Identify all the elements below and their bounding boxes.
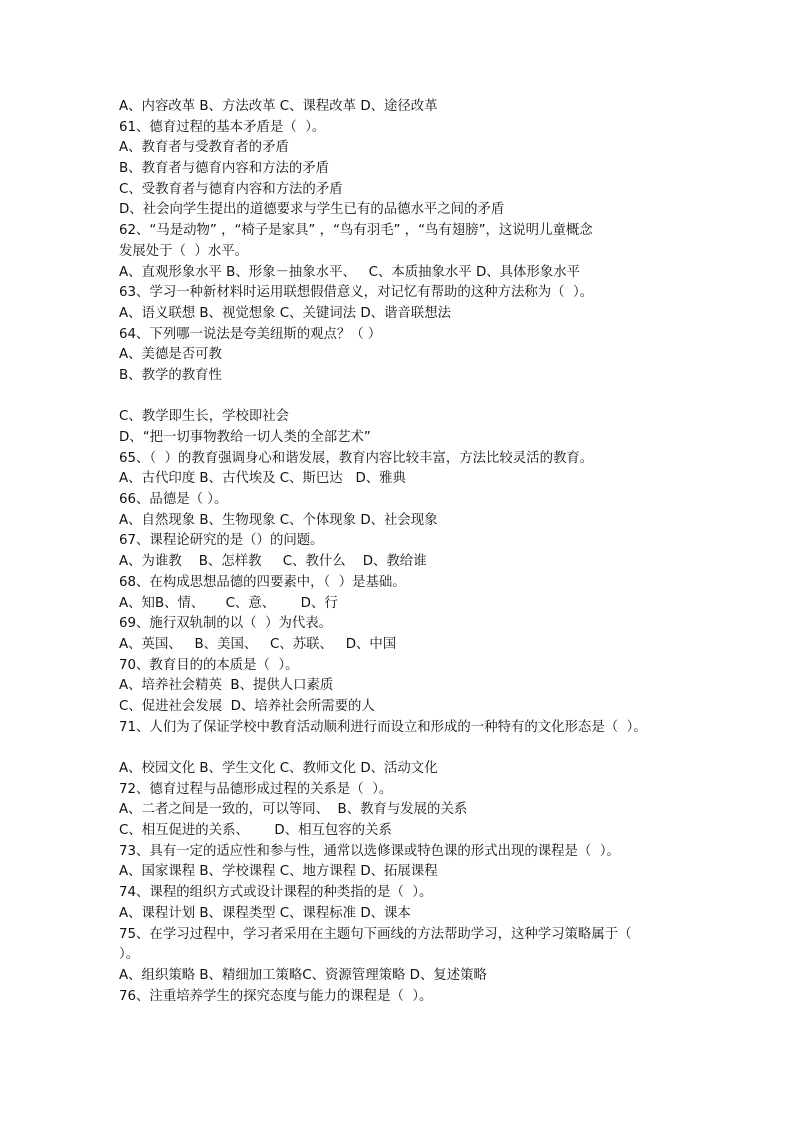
option-line: A、教育者与受教育者的矛盾 [119,140,289,156]
question-69: 69、施行双轨制的以（ ）为代表。 [119,616,333,632]
blank-line [119,738,679,759]
text-line: A、内容改革 B、方法改革 C、课程改革 D、途径改革 [119,99,438,114]
option-line: A、国家课程 B、学校课程 C、地方课程 D、拓展课程 [119,864,438,880]
option-line: A、古代印度 B、古代埃及 C、斯巴达 D、雅典 [119,471,406,487]
question-62: 62、“马是动物” ，“椅子是家具” ，“鸟有羽毛” ，“鸟有翅膀”，这说明儿童概念 [119,223,593,239]
question-71: 71、人们为了保证学校中教育活动顺利进行而设立和形成的一种特有的文化形态是（ ）。 [119,719,647,735]
option-line: A、组织策略 B、精细加工策略C、资源管理策略 D、复述策略 [119,967,487,983]
blank-line [119,387,679,408]
question-76: 76、注重培养学生的探究态度与能力的课程是（ ）。 [119,988,433,1004]
option-line: B、教育者与德育内容和方法的矛盾 [119,161,330,177]
question-67: 67、课程论研究的是（）的问题。 [119,533,324,549]
question-64: 64、下列哪一说法是夸美纽斯的观点？（ ） [119,326,382,342]
question-65: 65、（ ）的教育强调身心和谐发展，教育内容比较丰富，方法比较灵活的教育。 [119,450,594,466]
option-line: A、培养社会精英 B、提供人口素质 [119,678,334,694]
option-line: A、校园文化 B、学生文化 C、教师文化 D、活动文化 [119,761,438,776]
document-body [119,97,679,1007]
question-63: 63、学习一种新材料时运用联想假借意义，对记忆有帮助的这种方法称为（ ）。 [119,285,594,301]
option-line: A、二者之间是一致的，可以等同、 B、教育与发展的关系 [119,802,468,818]
option-line: C、相互促进的关系、 D、相互包容的关系 [119,823,392,839]
option-line: C、教学即生长，学校即社会 [119,409,290,425]
option-line: C、促进社会发展 D、培养社会所需要的人 [119,698,375,714]
option-line: D、“把一切事物教给一切人类的全部艺术” [119,430,371,445]
option-line: A、为谁教 B、怎样教 C、教什么 D、教给谁 [119,554,427,570]
question-74: 74、课程的组织方式或设计课程的种类指的是（ ）。 [119,885,433,901]
question-75: 75、在学习过程中，学习者采用在主题句下画线的方法帮助学习，这种学习策略属于（ [119,926,632,942]
option-line: A、直观形象水平 B、形象－抽象水平、 C、本质抽象水平 D、具体形象水平 [119,264,581,280]
option-line: A、课程计划 B、课程类型 C、课程标准 D、课本 [119,905,411,921]
option-line: A、英国、 B、美国、 C、苏联、 D、中国 [119,636,397,652]
question-61: 61、德育过程的基本矛盾是（ ）。 [119,119,326,135]
option-line: B、教学的教育性 [119,367,222,383]
option-line: C、受教育者与德育内容和方法的矛盾 [119,181,343,197]
question-70: 70、教育目的的本质是（ ）。 [119,657,299,673]
option-line: D、社会向学生提出的道德要求与学生已有的品德水平之间的矛盾 [119,202,505,218]
question-75-cont: ）。 [119,947,140,963]
question-72: 72、德育过程与品德形成过程的关系是（ ）。 [119,781,393,797]
question-68: 68、在构成思想品德的四要素中，（ ）是基础。 [119,574,406,590]
question-62-cont: 发展处于（ ）水平。 [119,243,249,259]
question-73: 73、具有一定的适应性和参与性，通常以选修课或特色课的形式出现的课程是（ ）。 [119,843,620,859]
option-line: A、美德是否可教 [119,347,222,363]
option-line: A、自然现象 B、生物现象 C、个体现象 D、社会现象 [119,512,438,528]
question-66: 66、品德是（ ）。 [119,492,228,508]
option-line: A、知B、情、 C、意、 D、行 [119,595,338,611]
option-line: A、语义联想 B、视觉想象 C、关键词法 D、谐音联想法 [119,305,451,321]
